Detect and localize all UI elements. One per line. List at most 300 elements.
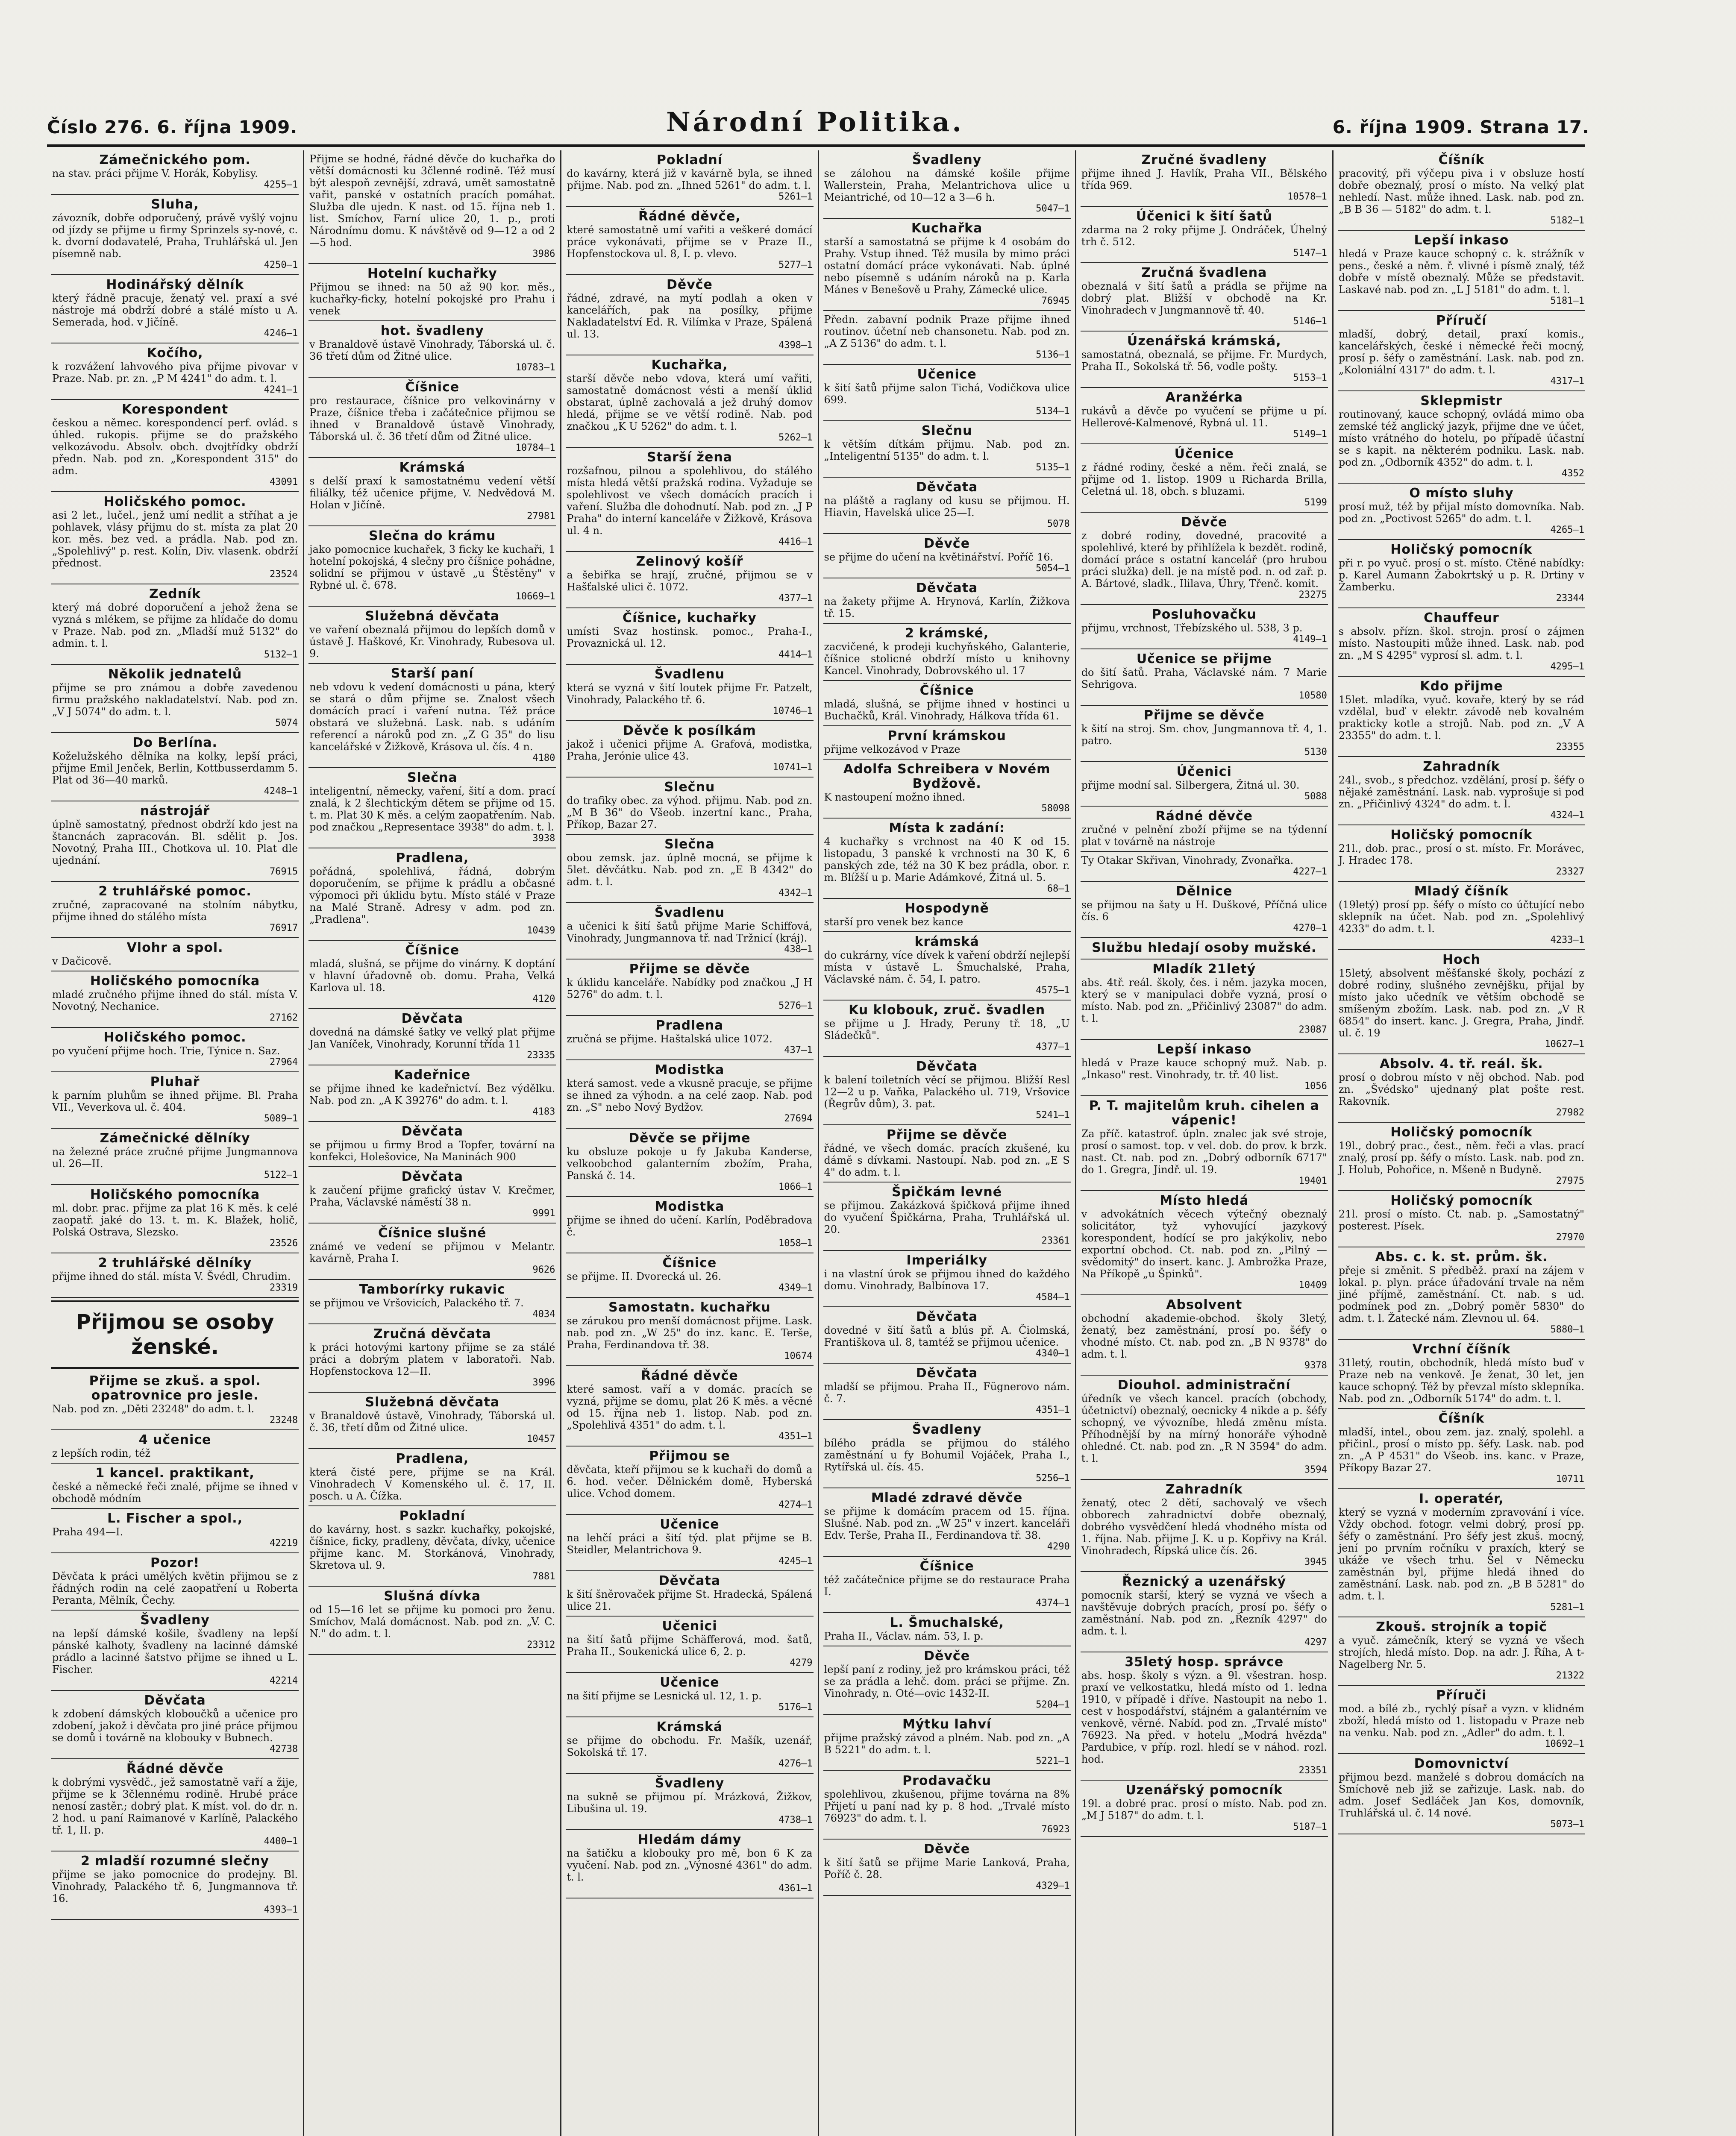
classified-ad <box>51 150 299 195</box>
ad-code: 23355 <box>1556 742 1585 752</box>
ad-text: který má dobré doporučení a jehož žena se vyzná s mlékem, se přijme za hlídače do domu v Praze. Nab. pod zn. „Mladší muž 5132" do admin. t. l. <box>52 601 298 649</box>
ad-heading: O místo sluhy <box>1409 486 1514 501</box>
ad-code: 5136—1 <box>1036 349 1070 360</box>
ad-code: 4738—1 <box>778 1815 813 1825</box>
ad-text: mladší se přijmou. Praha II., Fügnerovo nám. č. 7. <box>824 1381 1070 1405</box>
ad-text: a šebiřka se hrají, zručné, přijmou se v Hašťalské ulici č. 1072. <box>567 569 813 593</box>
classified-ad <box>566 959 813 1016</box>
ad-text: jakož i učenici přijme A. Grafová, modistka, Praha, Jerónie ulice 43. <box>567 738 813 762</box>
ad-code: 3594 <box>1304 1464 1327 1475</box>
classified-ad <box>566 665 813 721</box>
ad-text: mladá, slušná, se přijme ihned v hostinci u Buchačků, Král. Vinohrady, Hálkova třída 61. <box>824 698 1070 722</box>
ad-text: na lehčí práci a šití týd. plat přijme se B. Steidler, Melantrichova 9. <box>567 1532 813 1556</box>
ad-text: k dobrými vysvědč., jež samostatně vaří a žije, přijme se k 3člennému rodině. Hrubé práce nenosí zastěr.; dobrý plat. K míst. vol. do dr. n. 2 hod. u paní Raimanové v Karlíně, Palackého tř. 1, II. p. <box>52 1776 298 1836</box>
classified-ad <box>566 1446 813 1515</box>
classified-ad <box>1338 484 1585 540</box>
ad-heading: Řádné děvče, <box>638 209 741 224</box>
ad-heading: Děvče <box>1181 515 1228 530</box>
column-5 <box>1076 150 1334 2136</box>
classified-ad <box>308 458 556 526</box>
ad-heading: Holičský pomocník <box>1390 1193 1533 1208</box>
ad-code: 4245—1 <box>778 1556 813 1567</box>
ad-code: 4034 <box>532 1309 555 1320</box>
ad-code: 5122—1 <box>264 1170 298 1180</box>
classified-ad <box>51 733 299 801</box>
ad-heading: Děvče <box>924 536 970 551</box>
ad-text: obchodní akademie-obchod. školy 3letý, ženatý, bez zaměstnání, prosí po. šéfy o vhodné místo. Ct. nab. pod zn. „B N 9378" do adm. t. l. <box>1081 1312 1327 1360</box>
ad-text: 24l., svob., s předchoz. vzdělání, prosí p. šéfy o nějaké zaměstnání. Lask. nab. vyprošuje si pod zn. „Přičinlivý 4324" do adm. t. l. <box>1338 774 1585 810</box>
ad-heading: Mýtku lahví <box>902 1717 992 1732</box>
ad-heading: Pradlena, <box>396 851 469 866</box>
classified-ad <box>566 1060 813 1129</box>
ad-text: který řádně pracuje, ženatý vel. praxí a své nástroje má obdrží dobré a stálé místo u A. Semerada, hod. v Jičíně. <box>52 292 298 328</box>
ad-code: 4324—1 <box>1550 810 1585 821</box>
classified-ad <box>823 1488 1071 1557</box>
ad-heading: Holičský pomocník <box>1390 542 1533 557</box>
ad-code: 3986 <box>532 249 555 259</box>
section-heading-women: Přijmou se osoby ženské. <box>51 1300 299 1369</box>
ad-code: 1056 <box>1304 1081 1327 1091</box>
classified-ad <box>566 778 813 835</box>
ad-code: 10669—1 <box>515 591 555 602</box>
ad-code: 68—1 <box>1047 883 1070 894</box>
ad-text: Přijme se hodné, řádné děvče do kuchařka do větší domácnosti ku 3členné rodině. Též musí být alespoň zevnější, zdravá, umět samostatně vařit, panské v ostatních pracích pomáhat. Služba dle ujedn. K nast. od 15. října neb 1. list. Smíchov, Farní ulice 20, 1. p., proti Národnímu domu. K návštěvě od 9—12 a od 2—5 hod. <box>309 153 555 249</box>
classified-ad <box>51 1509 299 1553</box>
ad-code: 4374—1 <box>1036 1598 1070 1608</box>
classified-ad <box>566 1129 813 1197</box>
ad-heading: Chauffeur <box>1424 610 1499 625</box>
classified-ad <box>1338 1409 1585 1489</box>
ad-heading: Samostatn. kuchařku <box>608 1300 771 1315</box>
ad-text: se přijme u J. Hrady, Peruny tř. 18, „U Sládečků". <box>824 1018 1070 1042</box>
ad-text: hledá v Praze kauce schopný c. k. strážník v pens., české a něm. ř. vlivné i písmě znalý, též dobře v místě obeznalý. Může se představit. Laskavé nab. pod zn. „L J 5181" do adm. t. l. <box>1338 248 1585 296</box>
classified-ad <box>1338 311 1585 391</box>
classified-ad <box>1081 1781 1328 1837</box>
ad-text: ml. dobr. prac. přijme za plat 16 K měs. k celé zaopatř. jaké do 13. t. m. K. Blažek, holič, Polská Ostrava, Slezsko. <box>52 1202 298 1238</box>
ad-code: 19401 <box>1298 1176 1327 1186</box>
ad-code: 5261—1 <box>778 191 813 202</box>
ad-text: starší pro venek bez kance <box>824 916 963 928</box>
classified-ad <box>51 1129 299 1185</box>
ad-text: k větším dítkám přijmu. Nab. pod zn. „Inteligentní 5135" do adm. t. l. <box>824 438 1070 462</box>
ad-heading: Zelinový košíř <box>636 554 743 569</box>
ad-text: prosí muž, též by přijal místo domovníka. Nab. pod zn. „Poctivost 5265" do adm. t. l. <box>1338 501 1585 525</box>
ad-code: 23335 <box>527 1050 555 1061</box>
ad-heading: Učenice <box>660 1675 720 1690</box>
ad-text: se přijmou na šaty u H. Duškové, Příčná ulice čís. 6 <box>1081 899 1327 923</box>
ad-heading: Učenici <box>662 1619 717 1634</box>
classified-ad <box>308 1506 556 1587</box>
classified-ad <box>823 1251 1071 1307</box>
classified-ad <box>1338 150 1585 231</box>
ad-code: 23344 <box>1556 593 1585 604</box>
ad-code: 43091 <box>269 477 298 487</box>
classified-ad <box>1081 852 1328 882</box>
ad-heading: Děvčata <box>401 1169 463 1184</box>
classified-ad <box>566 1515 813 1571</box>
classified-ad <box>823 311 1071 365</box>
classified-ad <box>308 1587 556 1655</box>
ad-text: v Branaldově ústavě Vinohrady, Táborská ul. č. 36 třetí dům od Žitné ulice. <box>309 338 555 362</box>
classified-ad <box>308 1393 556 1449</box>
classified-ad <box>1338 1754 1585 1834</box>
classified-ad <box>1338 1247 1585 1340</box>
classified-ad <box>566 1617 813 1673</box>
ad-text: abs. hosp. školy s význ. a 9l. všestran. hosp. praxí ve velkostatku, hledá místo od 1. ledna 1910, v případě i dříve. Nastoupit na nebo 1. cest v hospodářství, stájném a galantérním ve venkově, věrné. Nabíd. pod zn. „Trvalé místo" 76923. Na před. v hotelu „Modrá hvězda" Pardubice, v příp. rozl. hledí se v náhod. rozl. hod. <box>1081 1669 1327 1765</box>
ad-heading: Slečna do krámu <box>369 528 496 543</box>
ad-text: na šití šatů přijme Schäfferová, mod. šatů, Praha II., Soukenická ulice 6, 2. p. <box>567 1634 813 1658</box>
ad-code: 4255—1 <box>264 179 298 190</box>
classified-ad <box>1081 1652 1328 1781</box>
ad-text: obeznalá v šití šatů a prádla se přijme na dobrý plat. Bližší v obchodě na Kr. Vinohradech v Jungmannově tř. 40. <box>1081 280 1327 316</box>
ad-text: zručné v pelnění zboží přijme se na týdenní plat v továrně na nástroje <box>1081 824 1327 848</box>
ad-text: na šití přijme se Lesnická ul. 12, 1. p. <box>567 1690 762 1702</box>
classified-ad <box>51 1430 299 1464</box>
ad-text: do kavárny, která již v kavárně byla, se ihned přijme. Nab. pod zn. „Ihned 5261" do adm. t. l. <box>567 167 813 191</box>
ad-heading: Číšnice <box>919 683 974 698</box>
ad-text: dovedné v šití šatů a blús př. A. Čiolmská, Františkova ul. 8, tamtéž se přijmou učenice. <box>824 1324 1070 1348</box>
classified-ad <box>51 665 299 733</box>
ad-heading: Zahradník <box>1166 1482 1243 1497</box>
ad-heading: Učenice <box>917 367 977 382</box>
ad-heading: Hoch <box>1442 952 1480 967</box>
issue-number: Číslo 276. 6. října 1909. <box>47 117 298 138</box>
ad-text: Za příč. katastrof. úpln. znalec jak své stroje, prosí o samost. top. v vel. dob. do prov. k brzk. nast. Ct. nab. pod zn. „Dobrý odborník 6717" do 1. Gregra, Jindř. ul. 19. <box>1081 1128 1327 1176</box>
ad-code: 10692—1 <box>1545 1739 1585 1749</box>
ad-text: úplně samostatný, přednost obdrží kdo jest na štancnách zapracován. Bl. sdělit p. Jos. Novotný, Praha III., Chotkova ul. 10. Plat dle ujednání. <box>52 819 298 866</box>
classified-ad <box>1081 762 1328 807</box>
ad-heading: 1 kancel. praktikant, <box>95 1466 255 1481</box>
ad-text: přijme ihned do stál. místa V. Švédl, Chrudim. <box>52 1270 291 1282</box>
classified-ad <box>1081 605 1328 649</box>
classified-ad <box>308 1065 556 1122</box>
ad-heading: Holičského pomocníka <box>90 974 260 989</box>
ad-code: 5132—1 <box>264 649 298 660</box>
ad-heading: 35letý hosp. správce <box>1125 1655 1284 1669</box>
ad-heading: Přijmou se <box>649 1449 730 1464</box>
ad-code: 438—1 <box>784 944 813 955</box>
classified-ad <box>51 1611 299 1691</box>
classified-ad <box>51 1759 299 1851</box>
ad-code: 4180 <box>532 753 555 763</box>
classified-ad <box>566 355 813 448</box>
ad-text: se přijmou ve Vršovicích, Palackého tř. 7. <box>309 1297 524 1309</box>
ad-code: 27694 <box>784 1113 813 1124</box>
classified-ad <box>51 1851 299 1920</box>
ad-heading: Číšnice <box>405 943 460 958</box>
ad-heading: Vrchní číšník <box>1412 1342 1511 1357</box>
classified-ad <box>823 899 1071 932</box>
classified-ad <box>308 321 556 378</box>
classified-ad <box>823 726 1071 760</box>
ad-code: 4414—1 <box>778 649 813 660</box>
classified-ad <box>823 1001 1071 1057</box>
ad-code: 4276—1 <box>778 1758 813 1769</box>
ad-text: po vyučení přijme hoch. Trie, Týnice n. Saz. <box>52 1045 280 1057</box>
ad-text: pracovitý, při výčepu piva i v obsluze hostí dobře obeznalý, prosí o místo. Na velký plat nehledí. Nast. může ihned. Lask. nab. pod zn. „B B 36 — 5182" do adm. t. l. <box>1338 167 1585 215</box>
ad-heading: Posluhovačku <box>1151 607 1257 622</box>
classified-ad <box>308 607 556 664</box>
classified-ad <box>51 343 299 400</box>
ad-text: mladší, intel., obou zem. jaz. znalý, spolehl. a přičinl., prosí o místo pp. šéfy. Lask. nab. pod zn. „A P 4531" do Všeob. ins. kanc. v Praze, Příkopy Bazar 27. <box>1338 1426 1585 1474</box>
ad-code: 5074 <box>275 718 298 728</box>
ad-text: se přijme do obchodu. Fr. Mašík, uzenář, Sokolská tř. 17. <box>567 1734 813 1758</box>
ad-text: k zdobení dámských kloboučků a učenice pro zdobení, jakož i děvčata pro jiné práce přijmou se domů i továrně na klobouky v Bubnech. <box>52 1708 298 1744</box>
ad-text: asi 2 let., lučel., jenž umí nedlit a stříhat a je pohlavek, vlásy přijmu do st. místa za plat 20 kor. měs. bez ved. a prádla. Nab. pod zn. „Spolehlivý" p. rest. Kolín, Div. vlasenk. obdrží přednost. <box>52 509 298 569</box>
ad-heading: Děvčata <box>916 480 978 495</box>
ad-code: 27970 <box>1556 1232 1585 1243</box>
ad-text: abs. 4tř. reál. školy, čes. i něm. jazyka mocen, který se v manipulaci dobře vyzná, prosí o místo. Nab. pod zn. „Přičinlivý 23087" do adm. t. l. <box>1081 977 1327 1024</box>
ad-text: rozšafnou, pilnou a spolehlivou, do stálého místa hledá větší pražská rodina. Vyžaduje se spolehlivost ve všech domácích pracích i vaření. Služba dle dohodnutí. Nab. pod zn. „J P Praha" do interní kanceláře v Žižkově, Krásova ul. 4 n. <box>567 465 813 537</box>
classified-ad <box>51 1028 299 1072</box>
ad-text: přijme se pro známou a dobře zavedenou firmu pražského nakladatelství. Nab. pod zn. „V J 5074" do adm. t. l. <box>52 682 298 718</box>
ad-text: 4 kuchařky s vrchnost na 40 K od 15. listopadu, 3 panské k vrchnosti na 30 K, 6 panských zde, též na 30 K bez prádla, obor. r. m. Blížší u p. Marie Adámkové, Žitná ul. 5. <box>824 836 1070 883</box>
ad-text: do kavárny, host. s sazkr. kuchařky, pokojské, číšnice, ficky, pradleny, děvčata, dívky, učenice přijme kanc. M. Storkánová, Vinohrady, Skretova ul. 9. <box>309 1523 555 1571</box>
ad-heading: Děvče se přijme <box>629 1131 751 1146</box>
classified-ad <box>823 819 1071 899</box>
masthead-title: Národní Politika. <box>666 106 964 138</box>
ad-heading: Číšnice slušné <box>378 1226 487 1241</box>
ad-text: neb vdovu k vedení domácnosti u pána, který se stará o dům přijme se. Znalost všech domácích prací i vaření nutna. Též práce obstará ve služebná. Lask. nab. s udáním referencí a nároků pod zn. „Z G 35" do lisu kancelářské v Žižkově, Krásova ul. čís. 4 n. <box>309 681 555 753</box>
ad-text: (19letý) prosí pp. šéfy o místo co účtující nebo sklepník na účet. Nab. pod zn. „Spolehlivý 4233" do adm. t. l. <box>1338 899 1585 935</box>
ad-text: která se vyzná v šití loutek přijme Fr. Patzelt, Vinohrady, Palackého tř. 6. <box>567 682 813 706</box>
ad-code: 5089—1 <box>264 1113 298 1124</box>
ad-text: která čisté pere, přijme se na Král. Vinohradech V Komenského ul. č. 17, II. posch. u A. Čížka. <box>309 1466 555 1502</box>
ad-code: 23327 <box>1556 866 1585 877</box>
ad-text: Ty Otakar Skřivan, Vinohrady, Zvonařka. <box>1081 854 1294 866</box>
ad-heading: P. T. majitelům kruh. cihelen a vápenic! <box>1089 1098 1319 1128</box>
ad-text: spolehlivou, zkušenou, přijme továrna na 8% Přijetí u paní nad ky p. 8 hod. „Trvalé místo 76923" do adm. t. l. <box>824 1788 1070 1824</box>
ad-code: 5262—1 <box>778 432 813 443</box>
classified-ad <box>823 1613 1071 1646</box>
ad-text: zacvičené, k prodeji kuchyňského, Galanterie, číšnice stolicné obdrží místo u knihovny Kancel. Vinohrady, Dobrovského ul. 17 <box>824 641 1070 677</box>
ad-heading: Starší paní <box>391 666 474 681</box>
ad-text: ženatý, otec 2 dětí, sachovalý ve všech obborech zahradnictví dobře obeznalý, dobrého vysvědčení hledá vhodného místa od 1. října. Nab. přijme J. K. u p. Kopřivy na Král. Vinohradech, Řípská ulice čís. 26. <box>1081 1497 1327 1557</box>
ad-heading: Dělnice <box>1176 884 1233 899</box>
ad-code: 4227—1 <box>1293 866 1327 877</box>
classified-ad <box>308 1449 556 1506</box>
ad-text: které samost. vaří a v domác. pracích se vyzná, přijme se domu, plat 26 K měs. a věcné od 15. října neb 1. listop. Nab. pod zn. „Spolehlivá 4351" do adm. t. l. <box>567 1383 813 1431</box>
ad-text: mladá, slušná, se přijme do vinárny. K doptání v hlavní úřadovně ob. domu. Praha, Velká Karlova ul. 18. <box>309 958 555 994</box>
ad-heading: Holičského pomoc. <box>103 494 247 509</box>
classified-ad <box>308 1122 556 1167</box>
classified-ad <box>51 275 299 343</box>
ad-text: se přijme. II. Dvorecká ul. 26. <box>567 1270 722 1282</box>
ad-heading: Špičkám levné <box>892 1185 1002 1200</box>
ad-heading: Děvčata <box>916 1366 978 1381</box>
classified-ad <box>566 1571 813 1617</box>
ad-heading: Místa k zadání: <box>889 821 1005 836</box>
ad-code: 10783—1 <box>515 362 555 373</box>
ad-code: 42219 <box>269 1538 298 1549</box>
ad-heading: Číšník <box>1438 153 1485 167</box>
ad-heading: Děvčata <box>401 1011 463 1026</box>
ad-heading: Domovnictví <box>1414 1756 1509 1771</box>
ad-text: se přijme do učení na květinářství. Poříč 16. <box>824 551 1054 563</box>
ad-code: 5088 <box>1304 791 1327 802</box>
ad-heading: Pluhař <box>150 1074 200 1089</box>
ad-heading: Děvčata <box>401 1124 463 1139</box>
ad-code: 23361 <box>1041 1235 1070 1246</box>
ad-heading: Účenici <box>1176 764 1232 779</box>
ad-code: 4317—1 <box>1550 376 1585 387</box>
ad-code: 5078 <box>1047 519 1070 529</box>
ad-heading: Děvčata <box>916 581 978 596</box>
ad-code: 42738 <box>269 1744 298 1755</box>
ad-code: 10746—1 <box>773 706 813 716</box>
classified-ad <box>51 938 299 971</box>
ad-heading: Slečna <box>407 770 458 785</box>
ad-text: na stav. práci přijme V. Horák, Kobylisy. <box>52 167 258 179</box>
ad-code: 4297 <box>1304 1637 1327 1648</box>
ad-code: 4393—1 <box>264 1904 298 1915</box>
date-and-page: 6. října 1909. Strana 17. <box>1332 117 1589 138</box>
ad-heading: Děvčata <box>916 1059 978 1074</box>
ad-heading: Kuchařka <box>911 221 983 236</box>
ad-code: 4351—1 <box>1036 1405 1070 1415</box>
ad-code: 5153—1 <box>1293 373 1327 383</box>
classified-ad <box>1081 444 1328 513</box>
ad-text: řádné, ve všech domác. pracích zkušené, ku dámě s dívkami. Nastoupí. Nab. pod zn. „E S 4" do adm. t. l. <box>824 1142 1070 1178</box>
ad-code: 5135—1 <box>1036 462 1070 473</box>
ad-text: k úklidu kanceláře. Nabídky pod značkou „J H 5276" do adm. t. l. <box>567 977 813 1001</box>
ad-code: 4270—1 <box>1293 923 1327 933</box>
ad-code: 23526 <box>269 1238 298 1249</box>
classified-ad <box>823 1840 1071 1896</box>
ad-text: samostatná, obeznalá, se přijme. Fr. Murdych, Praha II., Sokolská tř. 56, vodle pošty. <box>1081 349 1327 373</box>
ad-code: 4400—1 <box>264 1836 298 1847</box>
ad-heading: hot. švadleny <box>380 323 484 338</box>
ad-text: českou a němec. korespondencí perf. ovlád. s úhled. rukopis. přijme se do pražského velkozávodu. Absolv. obch. dvojtřídky obdrží předn. Nab. pod zn. „Korespondent 315" do adm. <box>52 417 298 477</box>
classified-ad <box>566 1366 813 1446</box>
ad-heading: Hotelní kuchařky <box>367 266 497 281</box>
ad-text: prosí o dobrou místo v něj obchod. Nab. pod zn. „Švédsko" ujednaný plat pošte rest. Rakovník. <box>1338 1071 1585 1107</box>
classified-ad <box>308 1280 556 1324</box>
classified-ad <box>1081 332 1328 388</box>
ad-code: 23319 <box>269 1282 298 1293</box>
classified-ad <box>1338 950 1585 1054</box>
classified-ad <box>1081 263 1328 332</box>
ad-code: 10627—1 <box>1545 1039 1585 1050</box>
ad-heading: Zkouš. strojník a topič <box>1376 1620 1547 1634</box>
classified-ad <box>1338 1123 1585 1191</box>
classified-ad <box>1081 649 1328 706</box>
ad-code: 4329—1 <box>1036 1881 1070 1891</box>
ad-heading: Adolfa Schreibera v Novém Bydžově. <box>843 762 1051 791</box>
classified-ad <box>823 578 1071 624</box>
ad-heading: Absolvent <box>1166 1297 1243 1312</box>
classified-ad <box>566 1016 813 1060</box>
classified-ad <box>1081 1040 1328 1096</box>
ad-code: 3945 <box>1304 1557 1327 1567</box>
ad-text: starší a samostatná se přijme k 4 osobám do Prahy. Vstup ihned. Též musila by mimo práci ostatní domácí práce vykonávati. Nab. úplné nebo písemně s udáním nároků na p. Karla Mánes v Benešově u Prahy, Zámecké ulice. <box>824 236 1070 296</box>
ad-code: 9626 <box>532 1265 555 1275</box>
ad-code: 5204—1 <box>1036 1699 1070 1710</box>
ad-code: 4248—1 <box>264 786 298 797</box>
ad-heading: Děvče <box>924 1649 970 1664</box>
ad-code: 1066—1 <box>778 1182 813 1192</box>
ad-code: 5047—1 <box>1036 203 1070 214</box>
ad-code: 10711 <box>1556 1474 1585 1485</box>
ad-heading: Řeznický a uzenářský <box>1122 1574 1287 1589</box>
ad-code: 4349—1 <box>778 1282 813 1293</box>
ad-text: zručné, zapracované na stolním nábytku, přijme ihned do stálého místa <box>52 899 298 923</box>
ad-heading: Ku klobouk, zruč. švadlen <box>849 1003 1046 1018</box>
ad-text: závozník, dobře odporučený, právě vyšlý vojnu od jízdy se přijme u firmy Sprinzels sy-nové, c. k. dvorní dodavatelé, Praha, Truhlářská ul. Jen písemně nab. <box>52 212 298 260</box>
ad-heading: Služebná děvčata <box>365 609 500 624</box>
ad-code: 4584—1 <box>1036 1292 1070 1303</box>
ad-heading: Krámská <box>399 460 466 475</box>
ad-heading: Zedník <box>149 587 201 601</box>
ad-heading: Děvčata <box>916 1309 978 1324</box>
ad-code: 4233—1 <box>1550 935 1585 945</box>
ad-text: na pláště a raglany od kusu se přijmou. H. Hiavin, Havelská ulice 25—I. <box>824 495 1070 519</box>
ad-heading: krámská <box>914 934 979 949</box>
classified-ad <box>1338 677 1585 757</box>
classified-ad <box>308 848 556 941</box>
ad-heading: Číšnice <box>662 1256 717 1270</box>
ad-text: Praha II., Václav. nám. 53, I. p. <box>824 1630 984 1642</box>
classified-ad <box>823 1307 1071 1364</box>
ad-heading: Děvčata <box>144 1693 206 1708</box>
ad-text: přijme pražský závod a plném. Nab. pod zn. „A B 5221" do adm. t. l. <box>824 1732 1070 1756</box>
classified-ad <box>566 1253 813 1298</box>
classified-ad <box>51 1691 299 1759</box>
ad-heading: Švadlenu <box>654 667 725 682</box>
classified-ad <box>1081 1191 1328 1295</box>
ad-code: 4377—1 <box>778 593 813 604</box>
classified-ad <box>823 219 1071 311</box>
classified-ad <box>823 932 1071 1001</box>
ad-text: jako pomocnice kuchařek, 3 ficky ke kuchaři, 1 hotelní pokojská, 4 slečny pro číšnice pohádne, solidní se přijmou v ústavě „u Štěstěny" v Rybné ul. č. 678. <box>309 543 555 591</box>
ad-heading: Krámská <box>656 1719 723 1734</box>
ad-code: 4241—1 <box>264 384 298 395</box>
classified-ad <box>1081 1295 1328 1376</box>
ad-text: k šití na stroj. Sm. chov, Jungmannova tř. 4, 1. patro. <box>1081 723 1327 747</box>
ad-heading: Místo hledá <box>1160 1193 1249 1208</box>
ad-text: Koželužského dělníka na kolky, lepší práci, přijme Emil Jenček, Berlin, Kottbusserdamm 5. Plat od 36—40 marků. <box>52 750 298 786</box>
ad-code: 23524 <box>269 569 298 580</box>
ad-text: na šatičku a klobouky pro mě, bon 6 K za vyučení. Nab. pod zn. „Výnosné 4361" do adm. t. l. <box>567 1847 813 1883</box>
ad-text: děvčata, kteří přijmou se k kuchaři do domů a 6. hod. večer. Dělnickém domě, Hyberská ulice. Vchod domem. <box>567 1464 813 1499</box>
ad-code: 4183 <box>532 1106 555 1117</box>
ad-text: k šití šatů přijme salon Tichá, Vodičkova ulice 699. <box>824 382 1070 406</box>
ad-text: 21l. prosí o místo. Ct. nab. p. „Samostatný" posterest. Písek. <box>1338 1208 1585 1232</box>
ad-code: 27162 <box>269 1012 298 1023</box>
ad-text: zdarma na 2 roky přijme J. Ondráček, Úhelný trh č. 512. <box>1081 224 1327 248</box>
classified-ad <box>566 275 813 355</box>
ad-text: přijme velkozávod v Praze <box>824 743 961 755</box>
ad-text: 15let. mladíka, vyuč. kovaře, který by se rád vzdělal, buď v elektr. závodě neb kovalném prakticky kotle a strojů. Nab. pod zn. „V A 23355" do adm. t. l. <box>1338 694 1585 742</box>
ad-code: 4361—1 <box>778 1883 813 1894</box>
ad-text: dovedná na dámské šatky ve velký plat přijme Jan Vaníček, Vinohrady, Korunní třída 11 <box>309 1026 555 1050</box>
ad-code: 4416—1 <box>778 537 813 547</box>
classified-ad <box>308 664 556 768</box>
ad-heading: Slečnu <box>664 780 715 795</box>
ad-code: 10409 <box>1298 1280 1327 1291</box>
classified-ad <box>823 534 1071 578</box>
ad-heading: Hodinářský dělník <box>106 277 244 292</box>
ad-text: obou zemsk. jaz. úplně mocná, se přijme k 5let. děvčátku. Nab. pod zn. „E B 4342" do adm. t. l. <box>567 852 813 888</box>
ad-code: 10457 <box>527 1434 555 1444</box>
ad-heading: 2 truhlářské pomoc. <box>98 884 252 899</box>
ad-text: K nastoupení možno ihned. <box>824 791 966 803</box>
ad-heading: Holičského pomoc. <box>103 1030 247 1045</box>
ad-heading: Švadleny <box>140 1613 210 1628</box>
ad-code: 5054—1 <box>1036 563 1070 574</box>
ad-text: se přijme ihned ke kadeřnictví. Bez výdělku. Nab. pod zn. „A K 39276" do adm. t. l. <box>309 1083 555 1106</box>
ad-heading: Kočího, <box>147 346 203 361</box>
